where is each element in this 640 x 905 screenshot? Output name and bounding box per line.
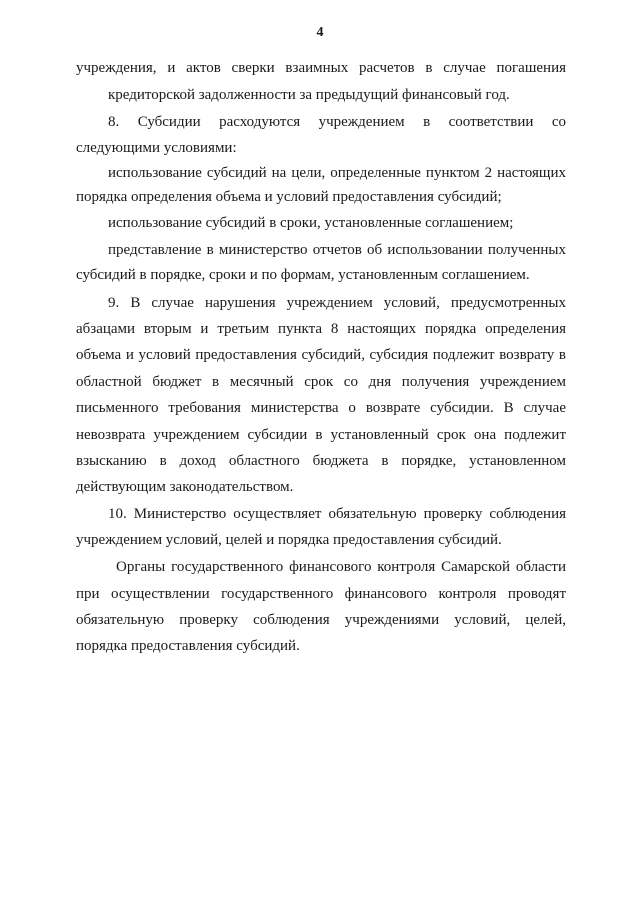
page-number: 4 [316,25,324,40]
text-line: обязательную проверку соблюдения учреждениями условий, целей, [76,612,566,628]
text-line: 8. Субсидии расходуются учреждением в соответствии со [108,114,566,130]
text-line: объема и условий предоставления субсидий, субсидия подлежит возврату в [76,347,566,363]
text-line: 10. Министерство осуществляет обязательную проверку соблюдения [108,506,566,522]
text-line: Органы государственного финансового контроля Самарской области [116,559,566,575]
text-line: кредиторской задолженности за предыдущий финансовый год. [108,87,510,103]
text-line: при осуществлении государственного финансового контроля проводят [76,586,566,602]
text-line: учреждением условий, целей и порядка предоставления субсидий. [76,532,502,548]
text-line: порядка определения объема и условий предоставления субсидий; [76,189,502,205]
text-line: действующим законодательством. [76,479,294,495]
text-line: использование субсидий в сроки, установленные соглашением; [108,215,514,231]
text-line: невозврата учреждением субсидии в установленный срок она подлежит [76,427,566,443]
text-line: порядка предоставления субсидий. [76,638,300,654]
text-line: абзацами вторым и третьим пункта 8 настоящих порядка определения [76,321,566,337]
text-line: использование субсидий на цели, определенные пунктом 2 настоящих [108,165,566,181]
text-line: областной бюджет в месячный срок со дня получения учреждением [76,374,566,390]
text-line: 9. В случае нарушения учреждением условий, предусмотренных [108,295,566,311]
text-line: следующими условиями: [76,140,237,156]
text-line: учреждения, и актов сверки взаимных расчетов в случае погашения [76,60,566,76]
text-line: взысканию в доход областного бюджета в порядке, установленном [76,453,566,469]
text-line: письменного требования министерства о возврате субсидии. В случае [76,400,566,416]
text-line: субсидий в порядке, сроки и по формам, установленным соглашением. [76,267,530,283]
text-line: представление в министерство отчетов об использовании полученных [108,242,566,258]
